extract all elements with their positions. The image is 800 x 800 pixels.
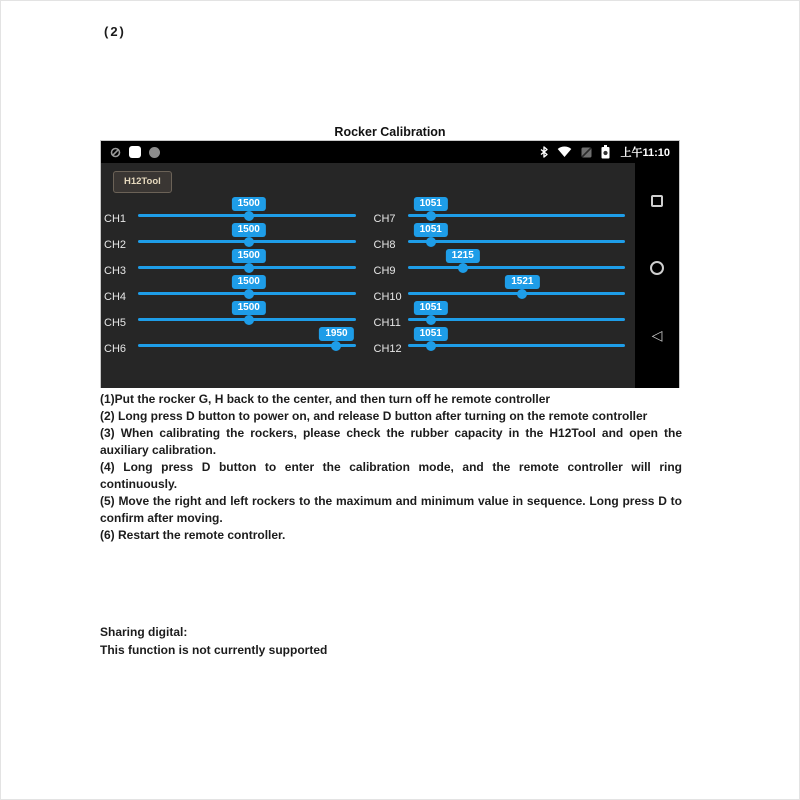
status-time: 上午11:10 [620, 147, 670, 159]
channel-row [374, 223, 630, 249]
slider-thumb[interactable] [244, 289, 254, 299]
channel-row [104, 197, 360, 223]
screenshot-icon [129, 146, 141, 158]
channel-value-badge: 1215 [446, 249, 480, 263]
slider-thumb[interactable] [426, 211, 436, 221]
channel-value-badge: 1500 [232, 249, 266, 263]
channel-row [374, 275, 630, 301]
channel-slider[interactable] [408, 275, 630, 301]
recents-icon[interactable] [651, 195, 663, 207]
battery-icon [601, 145, 610, 159]
slider-track [408, 214, 626, 217]
slider-track [408, 318, 626, 321]
channel-row [104, 223, 360, 249]
channel-label: CH9 [373, 265, 396, 277]
slider-thumb[interactable] [426, 341, 436, 351]
channel-row [374, 327, 630, 353]
sharing-digital-note: This function is not currently supported [100, 642, 328, 657]
slider-thumb[interactable] [426, 237, 436, 247]
channel-value-badge: 1051 [414, 223, 448, 237]
channel-slider[interactable] [138, 301, 360, 327]
channel-row [104, 301, 360, 327]
home-icon[interactable] [650, 261, 664, 275]
instruction-step: (3) When calibrating the rockers, please check the rubber capacity in the H12Tool and open the auxiliary calibration. [100, 426, 682, 457]
channel-value-badge: 1051 [414, 327, 448, 341]
no-sim-icon [580, 146, 593, 159]
channel-slider[interactable] [138, 197, 360, 223]
slider-thumb[interactable] [244, 211, 254, 221]
status-bar [101, 141, 679, 163]
slider-track [408, 344, 626, 347]
slider-thumb[interactable] [458, 263, 468, 273]
channel-row [374, 249, 630, 275]
instruction-step: (2) Long press D button to power on, and release D button after turning on the remote controller [100, 409, 648, 423]
slider-track [408, 266, 626, 269]
channel-slider[interactable] [138, 249, 360, 275]
instruction-step: (5) Move the right and left rockers to the maximum and minimum value in sequence. Long press D to confirm after moving. [100, 494, 682, 525]
instruction-step: (6) Restart the remote controller. [100, 528, 286, 542]
slider-track [408, 240, 626, 243]
channel-slider[interactable] [408, 249, 630, 275]
wifi-icon [557, 146, 572, 158]
channel-slider[interactable] [138, 327, 360, 353]
page-number: (2) [104, 24, 126, 39]
channel-row [374, 301, 630, 327]
calibration-instructions [100, 391, 682, 544]
channel-slider[interactable] [138, 223, 360, 249]
channel-label: CH5 [104, 317, 127, 329]
channel-label: CH2 [104, 239, 127, 251]
android-nav-bar [635, 163, 679, 388]
sharing-digital-heading: Sharing digital: [100, 625, 188, 639]
channel-value-badge: 1500 [232, 301, 266, 315]
channel-value-badge: 1500 [232, 275, 266, 289]
phone-screenshot [100, 140, 680, 388]
page-title: Rocker Calibration [334, 125, 446, 139]
channel-row [104, 249, 360, 275]
channel-column-left [104, 197, 360, 353]
channel-slider[interactable] [408, 197, 630, 223]
channel-value-badge: 1500 [232, 223, 266, 237]
slider-thumb[interactable] [244, 315, 254, 325]
channel-label: CH12 [373, 343, 402, 355]
channel-row [104, 327, 360, 353]
channel-label: CH7 [373, 213, 396, 225]
status-bar-left [110, 146, 160, 158]
bluetooth-icon [539, 145, 549, 159]
channel-slider[interactable] [408, 301, 630, 327]
channel-sliders-grid [104, 197, 629, 353]
channel-label: CH3 [104, 265, 127, 277]
slider-thumb[interactable] [244, 263, 254, 273]
channel-column-right [374, 197, 630, 353]
slider-thumb[interactable] [517, 289, 527, 299]
channel-label: CH6 [104, 343, 127, 355]
back-icon[interactable]: ◁ [651, 327, 663, 343]
channel-label: CH11 [373, 317, 401, 329]
channel-label: CH1 [104, 213, 127, 225]
channel-label: CH10 [373, 291, 402, 303]
channel-slider[interactable] [138, 275, 360, 301]
instruction-step: (1)Put the rocker G, H back to the center, and then turn off he remote controller [100, 392, 551, 406]
slider-thumb[interactable] [244, 237, 254, 247]
channel-value-badge: 1500 [232, 197, 266, 211]
channel-row [104, 275, 360, 301]
h12tool-button[interactable]: H12Tool [113, 171, 172, 193]
slider-thumb[interactable] [426, 315, 436, 325]
channel-value-badge: 1521 [505, 275, 539, 289]
sharing-digital-section [100, 624, 682, 659]
slider-thumb[interactable] [331, 341, 341, 351]
channel-value-badge: 1051 [414, 197, 448, 211]
slider-track [138, 344, 356, 347]
channel-label: CH4 [104, 291, 127, 303]
channel-value-badge: 1051 [414, 301, 448, 315]
channel-slider[interactable] [408, 223, 630, 249]
channel-slider[interactable] [408, 327, 630, 353]
channel-row [374, 197, 630, 223]
channel-value-badge: 1950 [319, 327, 353, 341]
slider-track [408, 292, 626, 295]
mute-icon [110, 147, 121, 158]
channel-label: CH8 [373, 239, 396, 251]
instruction-step: (4) Long press D button to enter the calibration mode, and the remote controller will ring continuously. [100, 460, 682, 491]
app-content [101, 163, 679, 388]
notification-dot-icon [149, 147, 160, 158]
status-bar-right [539, 144, 670, 160]
